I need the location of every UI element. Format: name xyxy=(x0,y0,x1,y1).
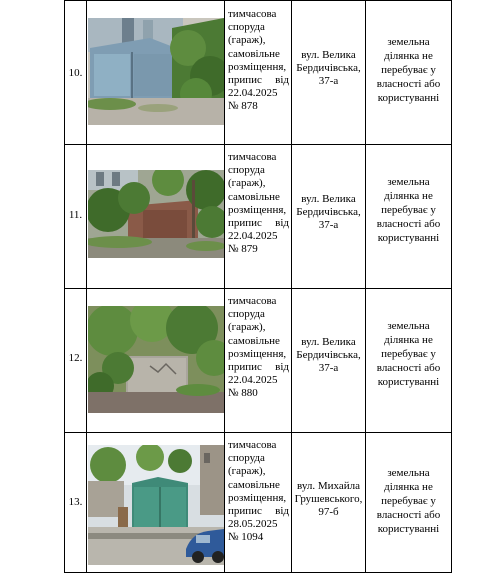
garage-photo xyxy=(88,18,224,125)
description-line: самовільне xyxy=(228,190,280,203)
land-status-line: користуванні xyxy=(377,232,440,244)
description-line: (гараж), xyxy=(228,34,266,47)
address-line: Бердичівська, xyxy=(296,62,361,75)
address-cell xyxy=(292,1,366,145)
address-line: Грушевського, xyxy=(294,493,363,506)
address-line: вул. Велика xyxy=(301,336,356,348)
land-status-line: перебуває у xyxy=(381,204,436,216)
garages-table xyxy=(64,0,452,573)
description xyxy=(225,1,291,114)
address xyxy=(292,480,365,520)
table-row xyxy=(65,145,452,289)
land-status-line: користуванні xyxy=(377,92,440,104)
description-line: тимчасова xyxy=(228,439,277,451)
order-number: № 880 xyxy=(228,387,258,400)
land-status-line: земельна xyxy=(387,176,430,188)
order-label: припис xyxy=(228,217,262,230)
land-status-cell xyxy=(366,145,452,289)
description-line: розміщення, xyxy=(228,491,287,504)
land-status-line: ділянка не xyxy=(384,190,433,202)
land-status-cell xyxy=(366,1,452,145)
row-number-cell xyxy=(65,433,87,573)
land-status-line: земельна xyxy=(387,320,430,332)
row-number-cell xyxy=(65,289,87,433)
description-cell xyxy=(225,289,292,433)
order-from-label: від xyxy=(275,74,289,87)
description-line: (гараж), xyxy=(228,321,266,334)
description-line: споруда xyxy=(228,164,265,177)
order-from-label: від xyxy=(275,505,289,518)
land-status-cell xyxy=(366,433,452,573)
description-line: тимчасова xyxy=(228,295,277,307)
land-status-line: користуванні xyxy=(377,376,440,388)
order-line xyxy=(228,505,289,518)
land-status-line: власності або xyxy=(376,78,441,90)
land-status-line: перебуває у xyxy=(381,64,436,76)
order-line xyxy=(228,361,289,374)
garage-photo xyxy=(88,445,224,565)
description-line: розміщення, xyxy=(228,60,287,73)
description-line: споруда xyxy=(228,452,265,465)
order-number: № 879 xyxy=(228,243,258,256)
order-date: 22.04.2025 xyxy=(228,87,278,100)
garage-photo xyxy=(88,306,224,413)
order-line xyxy=(228,74,289,87)
land-status-line: земельна xyxy=(387,467,430,479)
order-label: припис xyxy=(228,505,262,518)
description-line: тимчасова xyxy=(228,8,277,20)
order-from-label: від xyxy=(275,217,289,230)
order-date: 28.05.2025 xyxy=(228,518,278,531)
description-line: розміщення, xyxy=(228,347,287,360)
order-from-label: від xyxy=(275,361,289,374)
land-status-line: власності або xyxy=(376,362,441,374)
land-status xyxy=(366,175,451,245)
description-line: самовільне xyxy=(228,334,280,347)
land-status xyxy=(366,319,451,389)
description-line: споруда xyxy=(228,308,265,321)
address-line: 97-б xyxy=(318,506,339,519)
address-line: 37-а xyxy=(318,75,339,88)
land-status-line: власності або xyxy=(376,509,441,521)
order-number: № 1094 xyxy=(228,531,264,544)
description-line: самовільне xyxy=(228,47,280,60)
land-status-line: перебуває у xyxy=(381,348,436,360)
address-line: вул. Велика xyxy=(301,193,356,205)
address-cell xyxy=(292,289,366,433)
description-line: (гараж), xyxy=(228,177,266,190)
address-line: Бердичівська, xyxy=(296,349,361,362)
land-status-line: перебуває у xyxy=(381,495,436,507)
description-cell xyxy=(225,1,292,145)
table-row xyxy=(65,289,452,433)
description-line: самовільне xyxy=(228,478,280,491)
row-number-cell xyxy=(65,145,87,289)
photo-cell xyxy=(87,1,225,145)
land-status-line: користуванні xyxy=(377,523,440,535)
photo-cell xyxy=(87,145,225,289)
address xyxy=(292,49,365,89)
table-row xyxy=(65,1,452,145)
order-date: 22.04.2025 xyxy=(228,230,278,243)
order-number: № 878 xyxy=(228,100,258,113)
land-status-line: ділянка не xyxy=(384,50,433,62)
address-cell xyxy=(292,433,366,573)
order-label: припис xyxy=(228,361,262,374)
land-status xyxy=(366,35,451,105)
address xyxy=(292,336,365,376)
table-row xyxy=(65,433,452,573)
land-status-cell xyxy=(366,289,452,433)
description xyxy=(225,145,291,257)
address-line: вул. Михайла xyxy=(297,480,360,492)
row-number: 12. xyxy=(68,352,83,364)
description-cell xyxy=(225,145,292,289)
address-line: 37-а xyxy=(318,362,339,375)
description-line: (гараж), xyxy=(228,465,266,478)
row-number-cell xyxy=(65,1,87,145)
description xyxy=(225,289,291,401)
land-status-line: ділянка не xyxy=(384,334,433,346)
row-number: 13. xyxy=(68,496,83,508)
address-line: вул. Велика xyxy=(301,49,356,61)
address xyxy=(292,193,365,233)
address-cell xyxy=(292,145,366,289)
description-cell xyxy=(225,433,292,573)
photo-cell xyxy=(87,289,225,433)
row-number: 11. xyxy=(68,209,83,221)
land-status-line: ділянка не xyxy=(384,481,433,493)
address-line: Бердичівська, xyxy=(296,206,361,219)
land-status-line: власності або xyxy=(376,218,441,230)
description-line: споруда xyxy=(228,21,265,34)
address-line: 37-а xyxy=(318,219,339,232)
garage-photo xyxy=(88,170,224,258)
order-date: 22.04.2025 xyxy=(228,374,278,387)
land-status xyxy=(366,466,451,536)
description xyxy=(225,433,291,545)
order-label: припис xyxy=(228,74,262,87)
order-line xyxy=(228,217,289,230)
description-line: розміщення, xyxy=(228,203,287,216)
photo-cell xyxy=(87,433,225,573)
description-line: тимчасова xyxy=(228,151,277,163)
land-status-line: земельна xyxy=(387,36,430,48)
row-number: 10. xyxy=(68,67,83,79)
